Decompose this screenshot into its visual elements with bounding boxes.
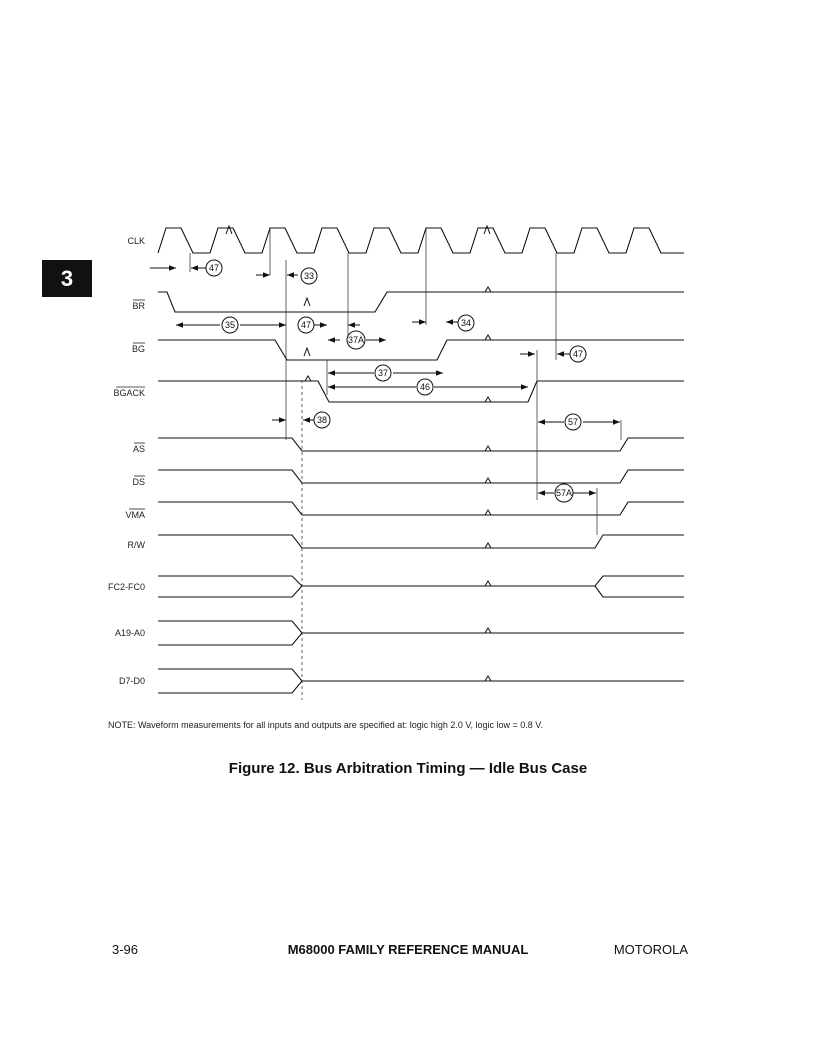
callout-37a: 37A <box>347 335 365 345</box>
callout-57a: 57A <box>555 488 573 498</box>
wave-vma <box>158 502 684 515</box>
wave-fc <box>158 576 684 597</box>
figure-caption: Figure 12. Bus Arbitration Timing — Idle Bus Case <box>228 760 588 777</box>
label-as: AS <box>132 444 145 454</box>
callout-35: 35 <box>224 320 236 330</box>
wave-clk <box>158 228 684 253</box>
break-marks <box>226 226 491 681</box>
brand-name: MOTOROLA <box>613 942 688 957</box>
label-data: D7-D0 <box>118 676 145 686</box>
wave-bg <box>158 340 684 360</box>
label-clk: CLK <box>127 236 145 246</box>
wave-addr <box>158 621 684 645</box>
signal-labels <box>108 236 146 686</box>
wave-data <box>158 669 684 693</box>
wave-rw <box>158 535 684 548</box>
section-tab: 3 <box>42 260 92 297</box>
label-bgack: BGACK <box>113 388 145 398</box>
callout-57: 57 <box>567 417 579 427</box>
manual-title: M68000 FAMILY REFERENCE MANUAL <box>287 942 529 957</box>
label-br: BR <box>132 301 145 311</box>
callout-47b: 47 <box>300 320 312 330</box>
callout-38: 38 <box>316 415 328 425</box>
wave-as <box>158 438 684 451</box>
label-bg: BG <box>131 344 145 354</box>
callout-47c: 47 <box>572 349 584 359</box>
waveform-note: NOTE: Waveform measurements for all inputs and outputs are specified at: logic high 2.0 V, logic low = 0.8 V. <box>108 720 543 730</box>
label-vma: VMA <box>125 510 145 520</box>
label-rw: R/W <box>127 540 145 550</box>
callout-33: 33 <box>303 271 315 281</box>
label-fc: FC2-FC0 <box>107 582 145 592</box>
wave-ds <box>158 470 684 483</box>
waveforms <box>158 228 684 693</box>
label-addr: A19-A0 <box>114 628 145 638</box>
reference-lines <box>190 228 621 700</box>
callout-34: 34 <box>460 318 472 328</box>
callout-46: 46 <box>419 382 431 392</box>
callout-37: 37 <box>377 368 389 378</box>
callout-47a: 47 <box>208 263 220 273</box>
label-ds: DS <box>132 477 145 487</box>
wave-br <box>158 292 684 312</box>
page-number: 3-96 <box>112 942 139 957</box>
